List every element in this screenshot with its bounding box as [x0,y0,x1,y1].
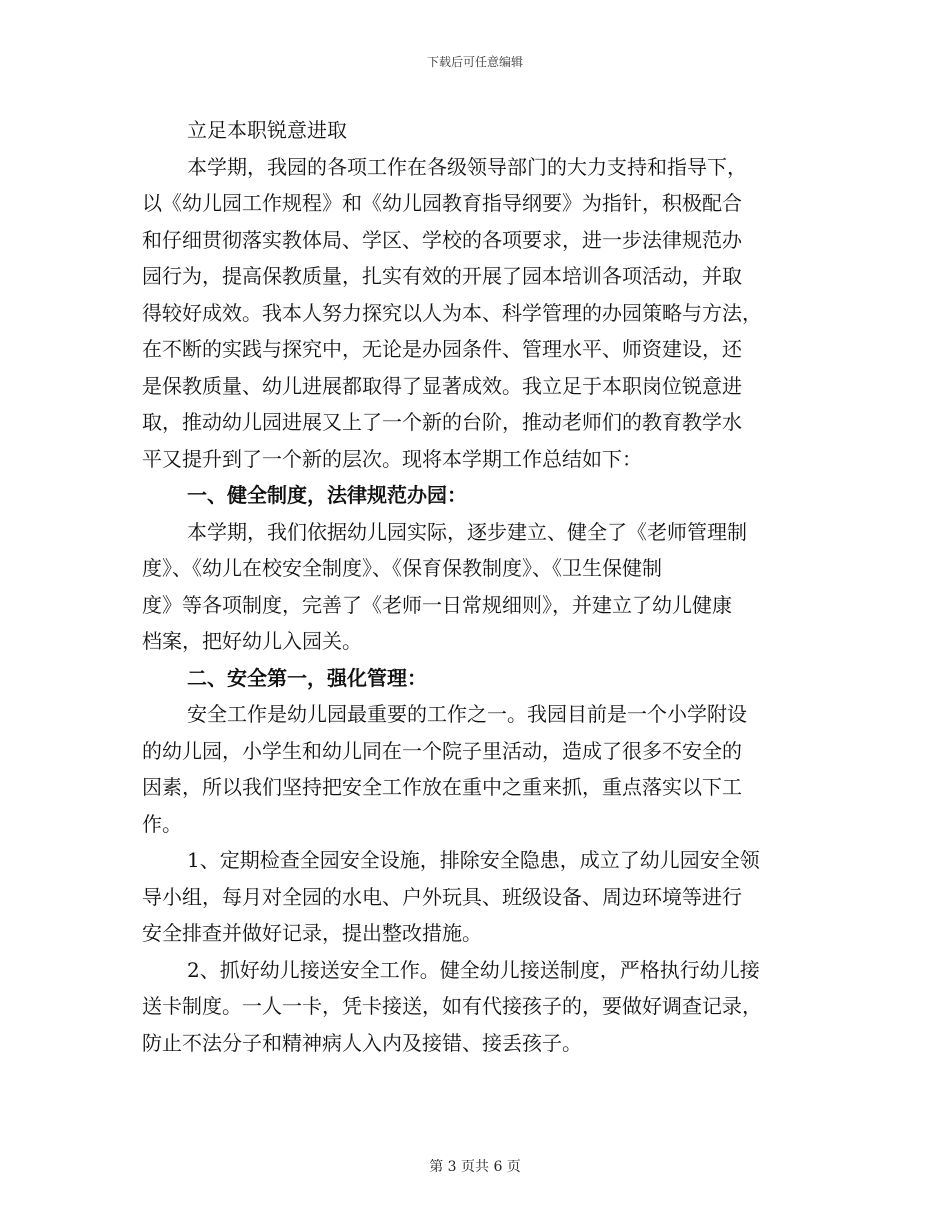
paragraph-line: 得较好成效。我本人努力探究以人为本、科学管理的办园策略与方法， [142,300,762,325]
paragraph-line: 本学期，我园的各项工作在各级领导部门的大力支持和指导下， [187,154,747,179]
paragraph-line: 园行为，提高保教质量，扎实有效的开展了园本培训各项活动，并取 [142,264,742,288]
paragraph-line: 以《幼儿园工作规程》和《幼儿园教育指导纲要》为指针，积极配合 [142,191,742,215]
paragraph-line: 因素，所以我们坚持把安全工作放在重中之重来抓，重点落实以下工 [142,775,742,799]
paragraph-line: 平又提升到了一个新的层次。现将本学期工作总结如下： [142,446,642,471]
paragraph-line: 档案，把好幼儿入园关。 [142,629,362,653]
section-heading: 二、安全第一，强化管理： [187,665,427,690]
paragraph-line: 2、抓好幼儿接送安全工作。健全幼儿接送制度，严格执行幼儿接 [187,957,760,982]
paragraph-line: 1、定期检查全园安全设施，排除安全隐患，成立了幼儿园安全领 [187,848,760,872]
document-body [142,112,804,1061]
paragraph-line: 是保教质量、幼儿进展都取得了显著成效。我立足于本职岗位锐意进 [142,373,742,398]
paragraph-line: 本学期，我们依据幼儿园实际，逐步建立、健全了《老师管理制 [187,519,747,544]
paragraph-line: 安全工作是幼儿园最重要的工作之一。我园目前是一个小学附设 [187,702,747,726]
paragraph-line: 和仔细贯彻落实教体局、学区、学校的各项要求，进一步法律规范办 [142,227,742,252]
paragraph-line: 送卡制度。一人一卡，凭卡接送，如有代接孩子的，要做好调查记录， [142,994,762,1018]
paragraph-line: 的幼儿园，小学生和幼儿同在一个院子里活动，造成了很多不安全的 [142,738,742,763]
paragraph-line: 度》、《幼儿在校安全制度》、《保育保教制度》、《卫生保健制 [142,556,662,580]
document-title: 立足本职锐意进取 [187,118,347,142]
paragraph-line: 安全排查并做好记录，提出整改措施。 [142,921,482,945]
paragraph-line: 在不断的实践与探究中，无论是办园条件、管理水平、师资建设，还 [142,337,742,361]
paragraph-line: 作。 [142,811,182,836]
paragraph-line: 取，推动幼儿园进展又上了一个新的台阶，推动老师们的教育教学水 [142,410,742,434]
paragraph-line: 度》等各项制度，完善了《老师一日常规细则》，并建立了幼儿健康 [142,592,732,617]
page-header: 下载后可任意编辑 [426,55,523,69]
page-footer: 第 3 页共 6 页 [429,1159,521,1175]
paragraph-line: 防止不法分子和精神病人入内及接错、接丢孩子。 [142,1030,582,1055]
section-heading: 一、健全制度，法律规范办园： [187,483,467,507]
paragraph-line: 导小组，每月对全园的水电、户外玩具、班级设备、周边环境等进行 [142,884,742,909]
